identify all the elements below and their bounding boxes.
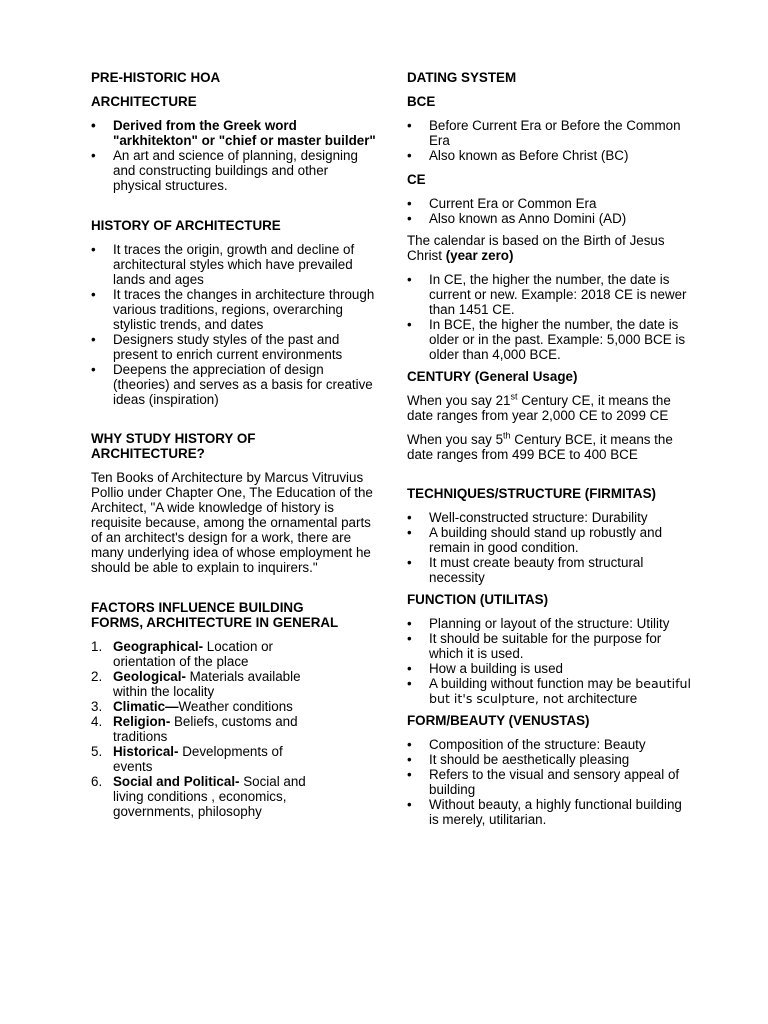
factor-desc: Location or orientation of the place xyxy=(113,639,274,669)
century-p1-sup: st xyxy=(510,391,518,402)
factor-desc: Materials available within the locality xyxy=(113,669,301,699)
calendar-paragraph xyxy=(407,233,692,263)
century-paragraph-2 xyxy=(407,432,692,462)
item-number: 1. xyxy=(91,639,103,654)
list-item: • It should be aesthetically pleasing xyxy=(407,752,692,767)
calendar-bold: (year zero) xyxy=(445,248,514,263)
list-item: • It traces the origin, growth and decline of architectural styles which have prevailed lands and ages xyxy=(91,242,376,287)
list-item xyxy=(91,714,316,744)
list-item: • A building should stand up robustly and remain in good condition. xyxy=(407,525,692,555)
list-item xyxy=(91,639,316,669)
list-item: • It must create beauty from structural necessity xyxy=(407,555,692,585)
left-column xyxy=(91,70,376,819)
list-item xyxy=(91,774,316,819)
factor-term: Religion- xyxy=(113,714,171,729)
heading-techniques: TECHNIQUES/STRUCTURE (FIRMITAS) xyxy=(407,486,656,501)
heading-bce: BCE xyxy=(407,94,436,109)
list-item: • Designers study styles of the past and present to enrich current environments xyxy=(91,332,376,362)
heading-prehistoric-hoa: PRE-HISTORIC HOA xyxy=(91,70,221,85)
century-p1-a: When you say 21 xyxy=(407,393,511,408)
heading-function: FUNCTION (UTILITAS) xyxy=(407,592,549,607)
list-item: • Composition of the structure: Beauty xyxy=(407,737,692,752)
calendar-list xyxy=(407,272,692,362)
list-item: • It traces the changes in architecture through various traditions, regions, overarching stylistic trends, and dates xyxy=(91,287,376,332)
century-p2-sup: th xyxy=(503,430,511,441)
century-p2-b: Century BCE, it means the date ranges from 499 BCE to 400 BCE xyxy=(407,432,673,462)
func-last-b: beautiful but it's sculpture, not xyxy=(429,676,691,706)
list-item: • It should be suitable for the purpose for which it is used. xyxy=(407,631,692,661)
factor-term: Geographical- xyxy=(113,639,204,654)
list-item: • Derived from the Greek word "arkhitekton" or "chief or master builder" xyxy=(91,118,376,148)
item-number: 3. xyxy=(91,699,103,714)
list-item: • Also known as Before Christ (BC) xyxy=(407,148,692,163)
factor-term: Geological- xyxy=(113,669,186,684)
heading-architecture: ARCHITECTURE xyxy=(91,94,197,109)
list-item: • Planning or layout of the structure: Utility xyxy=(407,616,692,631)
list-item: • Also known as Anno Domini (AD) xyxy=(407,211,692,226)
func-last-c: architecture xyxy=(563,691,638,706)
century-paragraph-1 xyxy=(407,393,692,423)
century-p2-a: When you say 5 xyxy=(407,432,504,447)
bce-list xyxy=(407,118,692,163)
factor-desc: Developments of events xyxy=(113,744,283,774)
list-item: • Before Current Era or Before the Common Era xyxy=(407,118,692,148)
list-item: • Deepens the appreciation of design (theories) and serves as a basis for creative ideas (inspiration) xyxy=(91,362,376,407)
factor-desc: Social and living conditions , economics, governments, philosophy xyxy=(113,774,306,819)
list-item: • Without beauty, a highly functional building is merely, utilitarian. xyxy=(407,797,692,827)
history-list xyxy=(91,242,376,407)
function-list xyxy=(407,616,692,706)
factors-list xyxy=(91,639,316,819)
vitruvius-paragraph: Ten Books of Architecture by Marcus Vitruvius Pollio under Chapter One, The Education of the Architect, "A wide knowledge of history is requisite because, among the ornamental parts of an architect's design for a work, there are many underlying idea of whose employment he should be able to explain to inquirers." xyxy=(91,470,373,575)
heading-form-beauty: FORM/BEAUTY (VENUSTAS) xyxy=(407,713,590,728)
factor-term: Climatic— xyxy=(113,699,179,714)
heading-century: CENTURY (General Usage) xyxy=(407,369,578,384)
heading-ce: CE xyxy=(407,172,426,187)
heading-why-study: WHY STUDY HISTORY OF ARCHITECTURE? xyxy=(91,431,256,461)
factor-term: Historical- xyxy=(113,744,179,759)
list-item xyxy=(91,699,316,714)
list-item: • How a building is used xyxy=(407,661,692,676)
heading-history-of-architecture: HISTORY OF ARCHITECTURE xyxy=(91,218,281,233)
item-number: 2. xyxy=(91,669,103,684)
list-item xyxy=(91,669,316,699)
list-item: • Current Era or Common Era xyxy=(407,196,692,211)
century-p1-b: Century CE, it means the date ranges from year 2,000 CE to 2099 CE xyxy=(407,393,671,423)
list-item: • Well-constructed structure: Durability xyxy=(407,510,692,525)
heading-dating-system: DATING SYSTEM xyxy=(407,70,517,85)
list-item: • An art and science of planning, designing and constructing buildings and other physical structures. xyxy=(91,148,376,193)
list-item xyxy=(91,744,316,774)
item-number: 6. xyxy=(91,774,103,789)
list-item: • In CE, the higher the number, the date is current or new. Example: 2018 CE is newer than 1451 CE. xyxy=(407,272,692,317)
list-item: • In BCE, the higher the number, the date is older or in the past. Example: 5,000 BCE is older than 4,000 BCE. xyxy=(407,317,692,362)
func-last-a: A building without function may be xyxy=(429,676,636,691)
item-number: 4. xyxy=(91,714,103,729)
item-number: 5. xyxy=(91,744,103,759)
techniques-list xyxy=(407,510,692,585)
calendar-text: The calendar is based on the Birth of Jesus Christ xyxy=(407,233,665,263)
right-column xyxy=(407,70,692,827)
factor-desc: Weather conditions xyxy=(178,699,293,714)
list-item: • Refers to the visual and sensory appeal of building xyxy=(407,767,692,797)
list-item xyxy=(407,676,692,706)
factor-term: Social and Political- xyxy=(113,774,240,789)
heading-factors: FACTORS INFLUENCE BUILDING FORMS, ARCHITECTURE IN GENERAL xyxy=(91,600,339,630)
architecture-list xyxy=(91,118,376,193)
form-list xyxy=(407,737,692,827)
factor-desc: Beliefs, customs and traditions xyxy=(113,714,298,744)
ce-list xyxy=(407,196,692,226)
